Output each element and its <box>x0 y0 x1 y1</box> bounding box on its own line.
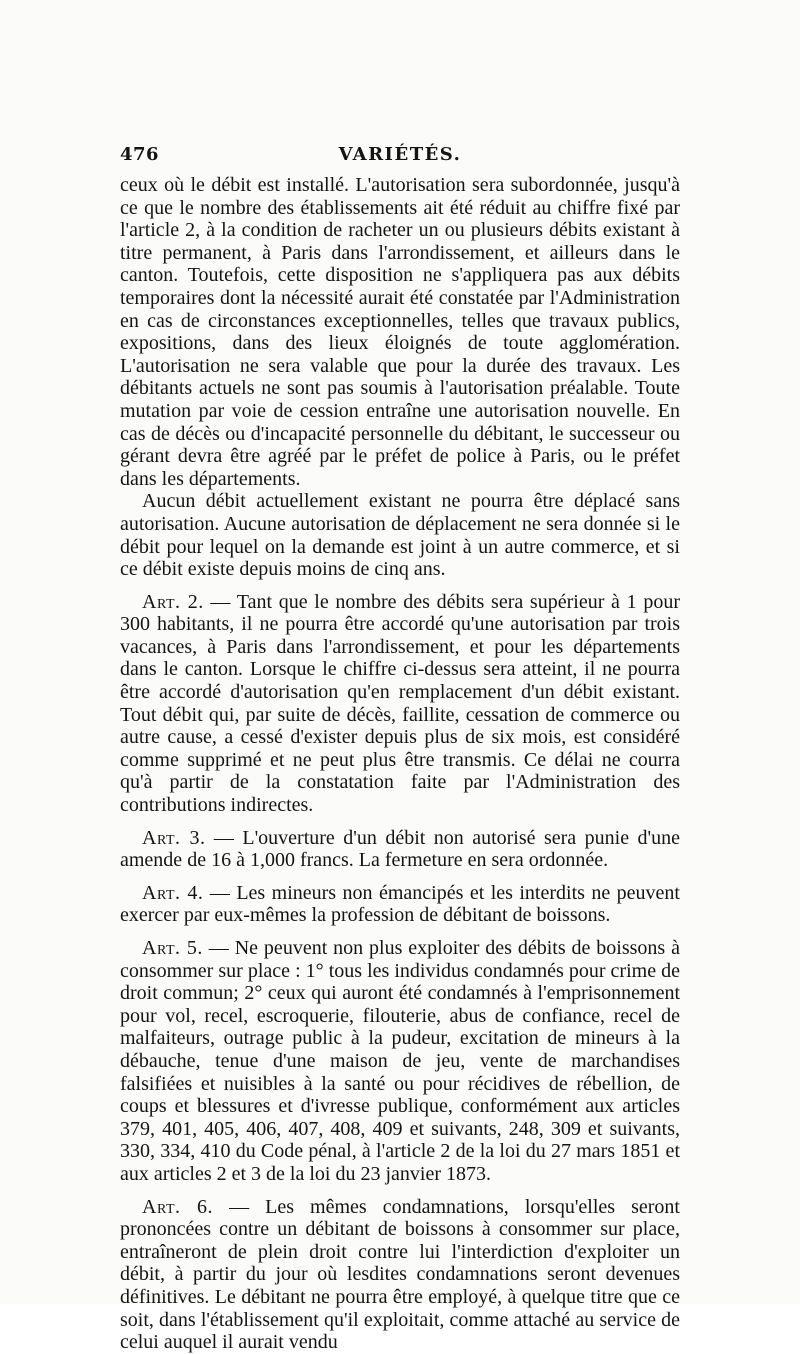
page-number: 476 <box>120 144 160 165</box>
article-5-text: — Ne peuvent non plus exploiter des débits de boissons à consommer sur place : 1° tous les individus condamnés pour crime de droit commun; 2° ceux qui auront été condamnés à l'emprisonnement pour vol, recel, escroquerie, filouterie, abus de confiance, recel de malfaiteurs, outrage public à la pudeur, excitation de mineurs à la débauche, tenue d'une maison de jeu, vente de marchandises falsifiées et nuisibles à la santé ou pour récidives de rébellion, de coups et blessures et d'ivresse publique, conformément aux articles 379, 401, 405, 406, 407, 408, 409 et suivants, 248, 309 et suivants, 330, 334, 410 du Code pénal, à l'article 2 de la loi du 27 mars 1851 et aux articles 2 et 3 de la loi du 23 janvier 1873. <box>120 937 680 1185</box>
article-4 <box>120 882 680 927</box>
article-3-label: Art. 3. <box>142 826 206 849</box>
article-6 <box>120 1196 680 1354</box>
article-2 <box>120 591 680 817</box>
article-2-text: — Tant que le nombre des débits sera supérieur à 1 pour 300 habitants, il ne pourra être accordé qu'une autorisation par trois vacances, à Paris dans l'arrondissement, et pour les départements dans le canton. Lorsque le chiffre ci-dessus sera atteint, il ne pourra être accordé d'autorisation qu'en remplacement d'un débit existant. Tout débit qui, par suite de décès, faillite, cessation de commerce ou autre cause, a cessé d'exister depuis plus de six mois, est considéré comme supprimé et ne peut plus être transmis. Ce délai ne courra qu'à partir de la constatation faite par l'Administration des contributions indirectes. <box>120 590 680 817</box>
article-5-label: Art. 5. <box>142 937 203 959</box>
article-4-label: Art. 4. <box>142 881 204 904</box>
running-title: VARIÉTÉS. <box>338 144 462 165</box>
paragraph-continued: ceux où le débit est installé. L'autorisation sera subordonnée, jusqu'à ce que le nombre des établissements ait été réduit au chiffre fixé par l'article 2, à la condition de racheter un ou plusieurs débits existant à titre permanent, à Paris dans l'arrondissement, et ailleurs dans le canton. Toutefois, cette disposition ne s'appliquera pas aux débits temporaires dont la nécessité aurait été constatée par l'Administration en cas de circonstances exceptionnelles, telles que travaux publics, expositions, dans des lieux éloignés de toute agglomération. L'autorisation ne sera valable que pour la durée des travaux. Les débitants actuels ne sont pas soumis à l'autorisation préalable. Toute mutation par voie de cession entraîne une autorisation nouvelle. En cas de décès ou d'incapacité personnelle du débitant, le successeur ou gérant devra être agréé par le préfet de police à Paris, ou le préfet dans les départements. <box>120 174 680 490</box>
article-3 <box>120 827 680 872</box>
article-6-label: Art. 6. <box>142 1195 214 1218</box>
body-text <box>120 174 680 1354</box>
article-3-text: — L'ouverture d'un débit non autorisé sera punie d'une amende de 16 à 1,000 francs. La fermeture en sera ordonnée. <box>120 826 680 872</box>
article-4-text: — Les mineurs non émancipés et les interdits ne peuvent exercer par eux-mêmes la profession de débitant de boissons. <box>120 881 680 927</box>
paragraph-displacement: Aucun débit actuellement existant ne pourra être déplacé sans autorisation. Aucune autorisation de déplacement ne sera donnée si le débit pour lequel on la demande est joint à un autre commerce, et si ce débit existe depuis moins de cinq ans. <box>120 490 680 581</box>
article-5 <box>120 937 680 1186</box>
article-6-text: — Les mêmes condamnations, lorsqu'elles seront prononcées contre un débitant de boissons à consommer sur place, entraîneront de plein droit contre lui l'interdiction d'exploiter un débit, à partir du jour où lesdites condamnations seront devenues définitives. Le débitant ne pourra être employé, à quelque titre que ce soit, dans l'établissement qu'il exploitait, comme attaché au service de celui auquel il aurait vendu <box>120 1195 680 1354</box>
running-head <box>120 144 680 168</box>
article-2-label: Art. 2. <box>142 590 204 613</box>
